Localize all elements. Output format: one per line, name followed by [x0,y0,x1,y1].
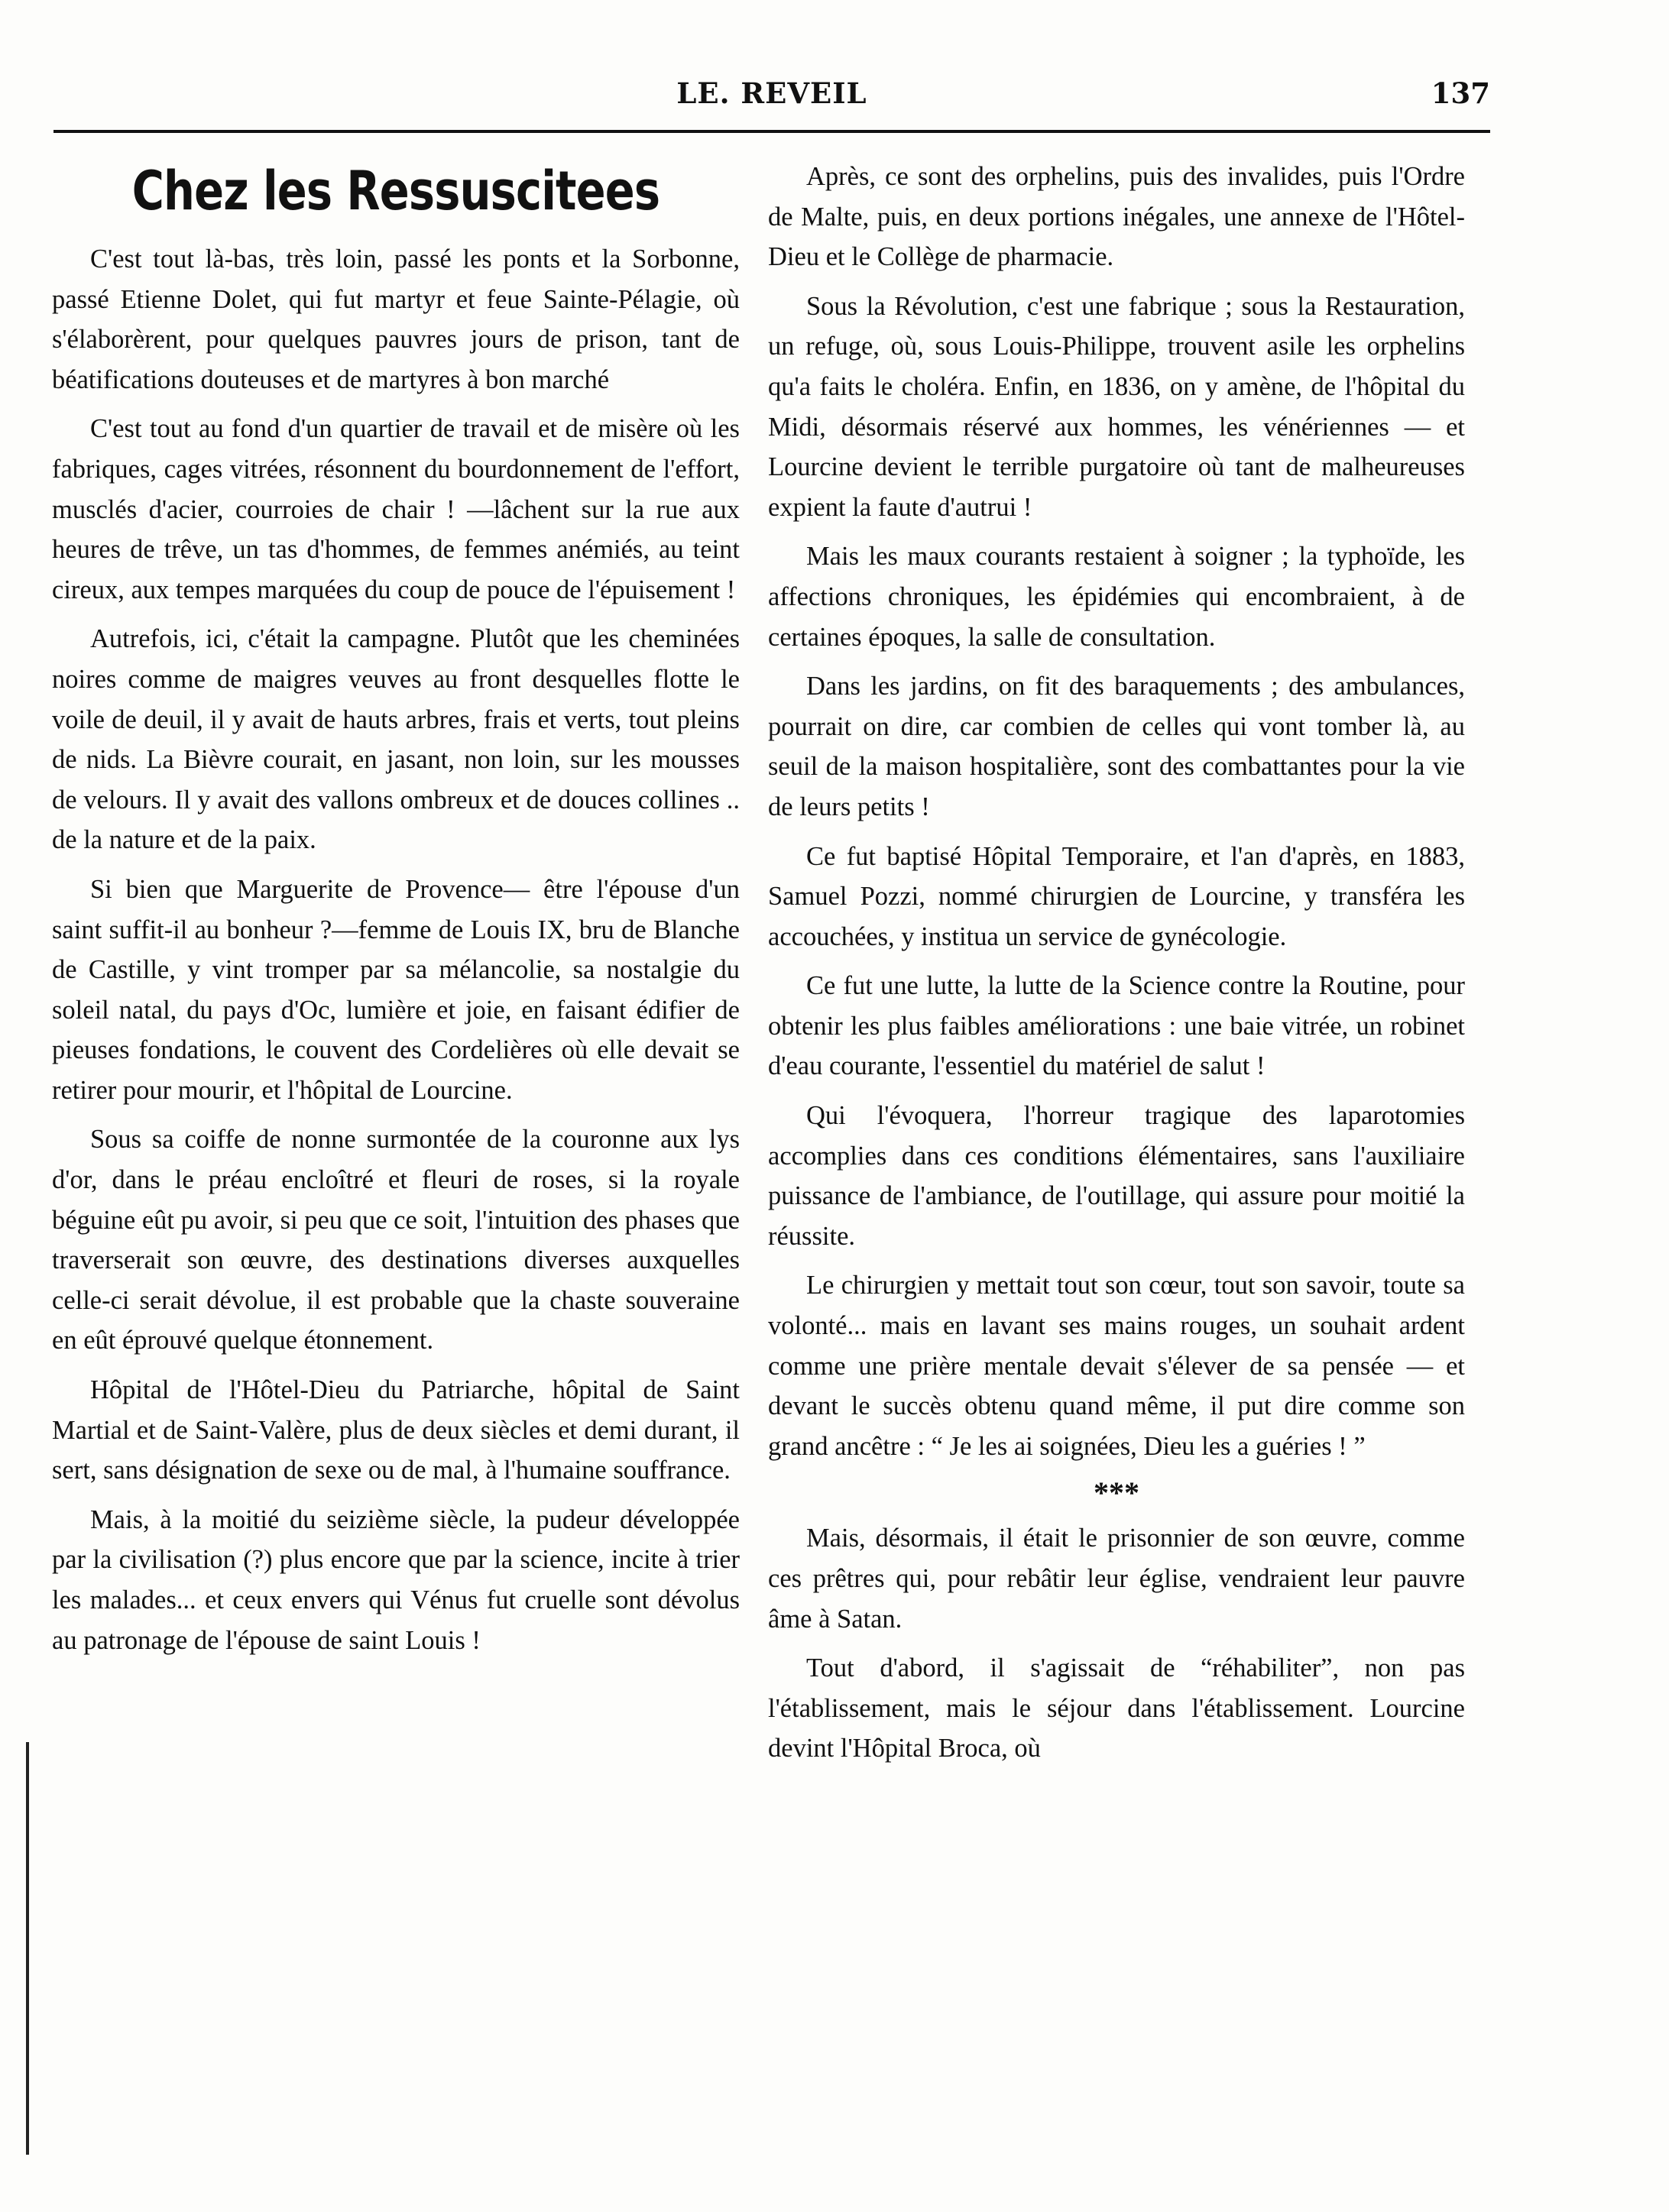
paragraph: C'est tout là-bas, très loin, passé les ponts et la Sorbonne, passé Etienne Dolet, qui fut martyr et feue Sainte-Pélagie, où s'élaborèrent, pour quelques pauvres jours de prison, tant de béatifications douteuses et de martyres à bon marché [52,245,740,394]
running-header [53,76,1490,122]
paragraph: Sous la Révolution, c'est une fabrique ; sous la Restauration, un refuge, où, sous Louis-Philippe, trouvent asile les orphelins qu'a faits le choléra. Enfin, en 1836, on y amène, de l'hôpital du Midi, désormais réservé aux hommes, les vénériennes — et Lourcine devient le terrible purgatoire où tant de malheureuses expient la faute d'autrui ! [768,291,1465,522]
paragraph: Le chirurgien y mettait tout son cœur, tout son savoir, toute sa volonté... mais en lavant ses mains rouges, un souhait ardent comme une prière mentale devait s'élever de sa pensée — et devant le succès obtenu quand même, il put dire comme son grand ancêtre : “ Je les ai soignées, Dieu les a guéries ! ” [768,1271,1465,1461]
paragraph: Ce fut une lutte, la lutte de la Science contre la Routine, pour obtenir les plus faibles améliorations : une baie vitrée, un robinet d'eau courante, l'essentiel du matériel de salut ! [768,971,1465,1081]
article-title: Chez les Ressuscitees [131,160,660,222]
left-column [52,157,740,1670]
paragraph: Mais, désormais, il était le prisonnier de son œuvre, comme ces prêtres qui, pour rebâtir leur église, vendraient leur pauvre âme à Satan. [768,1524,1465,1634]
right-column [768,157,1465,1778]
paragraph: Dans les jardins, on fit des baraquements ; des ambulances, pourrait on dire, car combien de celles qui vont tomber là, au seuil de la maison hospitalière, sont des combattantes pour la vie de leurs petits ! [768,672,1465,821]
section-separator-asterism: *** [1094,1475,1139,1511]
scan-margin-line [26,1742,29,2155]
paragraph: Si bien que Marguerite de Provence— être l'épouse d'un saint suffit-il au bonheur ?—femme de Louis IX, bru de Blanche de Castille, y vint tromper par sa mélancolie, sa nostalgie du soleil natal, du pays d'Oc, lumière et joie, en faisant édifier de pieuses fondations, le couvent des Cordelières où elle devait se retirer pour mourir, et l'hôpital de Lourcine. [52,874,740,1105]
header-rule [53,130,1490,133]
paragraph: Autrefois, ici, c'était la campagne. Plutôt que les cheminées noires comme de maigres veuves au front desquelles flotte le voile de deuil, il y avait de hauts arbres, frais et verts, tout pleins de nids. La Bièvre courait, en jasant, non loin, sur les mousses de velours. Il y avait des vallons ombreux et de douces collines .. de la nature et de la paix. [52,624,740,855]
paragraph: Sous sa coiffe de nonne surmontée de la couronne aux lys d'or, dans le préau encloîtré et fleuri de roses, si la royale béguine eût pu avoir, si peu que ce soit, l'intuition des phases que traverserait son œuvre, des destinations diverses auxquelles celle-ci serait dévolue, il est probable que la chaste souveraine en eût éprouvé quelque étonnement. [52,1125,740,1355]
paragraph: Hôpital de l'Hôtel-Dieu du Patriarche, hôpital de Saint Martial et de Saint-Valère, plus de deux siècles et demi durant, il sert, sans désignation de sexe ou de mal, à l'humaine souffrance. [52,1375,740,1485]
paragraph: C'est tout au fond d'un quartier de travail et de misère où les fabriques, cages vitrées, résonnent du bourdonnement de l'effort, musclés d'acier, courroies de chair ! —lâchent sur la rue aux heures de trêve, un tas d'hommes, de femmes anémiés, au teint cireux, aux tempes marquées du coup de pouce de l'épuisement ! [52,414,740,604]
paragraph: Ce fut baptisé Hôpital Temporaire, et l'an d'après, en 1883, Samuel Pozzi, nommé chirurgien de Lourcine, y transféra les accouchées, y institua un service de gynécologie. [768,841,1465,951]
paragraph: Qui l'évoquera, l'horreur tragique des laparotomies accomplies dans ces conditions élémentaires, sans l'auxiliaire puissance de l'ambiance, de l'outillage, qui assure pour moitié la réussite. [768,1101,1465,1251]
paragraph: Après, ce sont des orphelins, puis des invalides, puis l'Ordre de Malte, puis, en deux portions inégales, une annexe de l'Hôtel-Dieu et le Collège de pharmacie. [768,162,1465,272]
paragraph: Mais, à la moitié du seizième siècle, la pudeur développée par la civilisation (?) plus encore que par la science, incite à trier les malades... et ceux envers qui Vénus fut cruelle sont dévolus au patronage de l'épouse de saint Louis ! [52,1504,740,1655]
paragraph: Mais les maux courants restaient à soigner ; la typhoïde, les affections chroniques, les épidémies qui encombraient, à de certaines époques, la salle de consultation. [768,542,1465,652]
paragraph: Tout d'abord, il s'agissait de “réhabiliter”, non pas l'établissement, mais le séjour dans l'établissement. Lourcine devint l'Hôpital Broca, où [768,1653,1465,1763]
page-number: 137 [1431,76,1490,110]
journal-title: LE. REVEIL [676,76,867,110]
